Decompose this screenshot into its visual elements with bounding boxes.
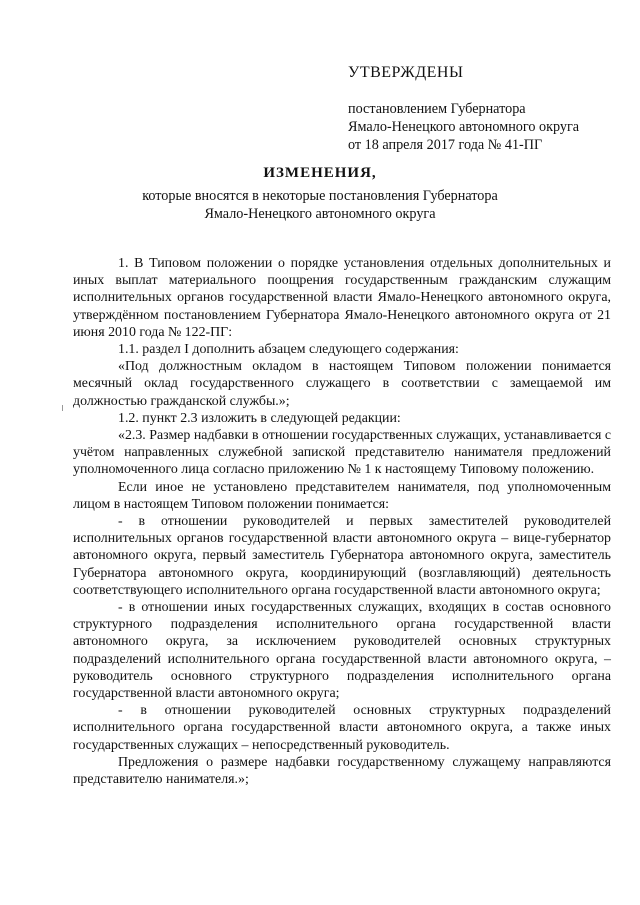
paragraph-1: 1. В Типовом положении о порядке установления отдельных дополнительных и иных выплат материального поощрения государственным гражданским служащим исполнительных органов государственной власти Ямало-Ненецкого автономного округа, утверждённом постановлением Губернатора Ямало-Ненецкого автономного округа от 21 июня 2010 года № 122-ПГ: (73, 256, 611, 340)
paragraph-7: - в отношении руководителей и первых заместителей руководителей исполнительных органов государственной власти автономного округа – вице-губернатор автономного округа, первый заместитель Губернатора автономного округа, заместитель Губернатора автономного округа, координирующий (возглавляющий) деятельность соответствующего исполнительного органа государственной власти автономного округа; (73, 514, 611, 598)
paragraph-5: «2.3. Размер надбавки в отношении государственных служащих, устанавливается с учётом направленных служебной запиской представителю нанимателя предложений уполномоченного лица согласно приложению № 1 к настоящему Типовому положению. (73, 428, 611, 478)
approval-line-2: Ямало-Ненецкого автономного округа (348, 119, 580, 135)
approval-line-1: постановлением Губернатора (348, 101, 526, 117)
paragraph-9: - в отношении руководителей основных структурных подразделений исполнительного органа государственной власти автономного округа, а также иных государственных служащих – непосредственный руководитель. (73, 703, 611, 753)
margin-mark (62, 405, 63, 411)
paragraph-2: 1.1. раздел I дополнить абзацем следующего содержания: (118, 342, 459, 358)
document-subtitle-line-1: которые вносятся в некоторые постановления Губернатора (142, 188, 498, 204)
paragraph-10: Предложения о размере надбавки государственному служащему направляются представителю нанимателя.»; (73, 754, 611, 788)
paragraph-8: - в отношении иных государственных служащих, входящих в состав основного структурного подразделения исполнительного органа государственной власти автономного округа, за исключением руководителей основных структурных подразделений исполнительного органа государственной власти автономного округа, – руководитель основного структурного подразделения исполнительного органа государственной власти автономного округа; (73, 600, 611, 702)
approval-line-3: от 18 апреля 2017 года № 41-ПГ (348, 137, 543, 153)
paragraph-6: Если иное не установлено представителем нанимателя, под уполномоченным лицом в настоящем Типовом положении понимается: (73, 479, 611, 512)
paragraph-4: 1.2. пункт 2.3 изложить в следующей редакции: (118, 410, 401, 426)
paragraph-3: «Под должностным окладом в настоящем Типовом положении понимается месячный оклад государственного служащего в соответствии с замещаемой им должностью гражданской службы.»; (73, 359, 611, 409)
document-title: ИЗМЕНЕНИЯ, (263, 165, 377, 181)
approval-block (348, 64, 628, 154)
document-subtitle-line-2: Ямало-Ненецкого автономного округа (204, 206, 436, 222)
approval-title: УТВЕРЖДЕНЫ (348, 64, 464, 81)
document-body (73, 255, 611, 788)
